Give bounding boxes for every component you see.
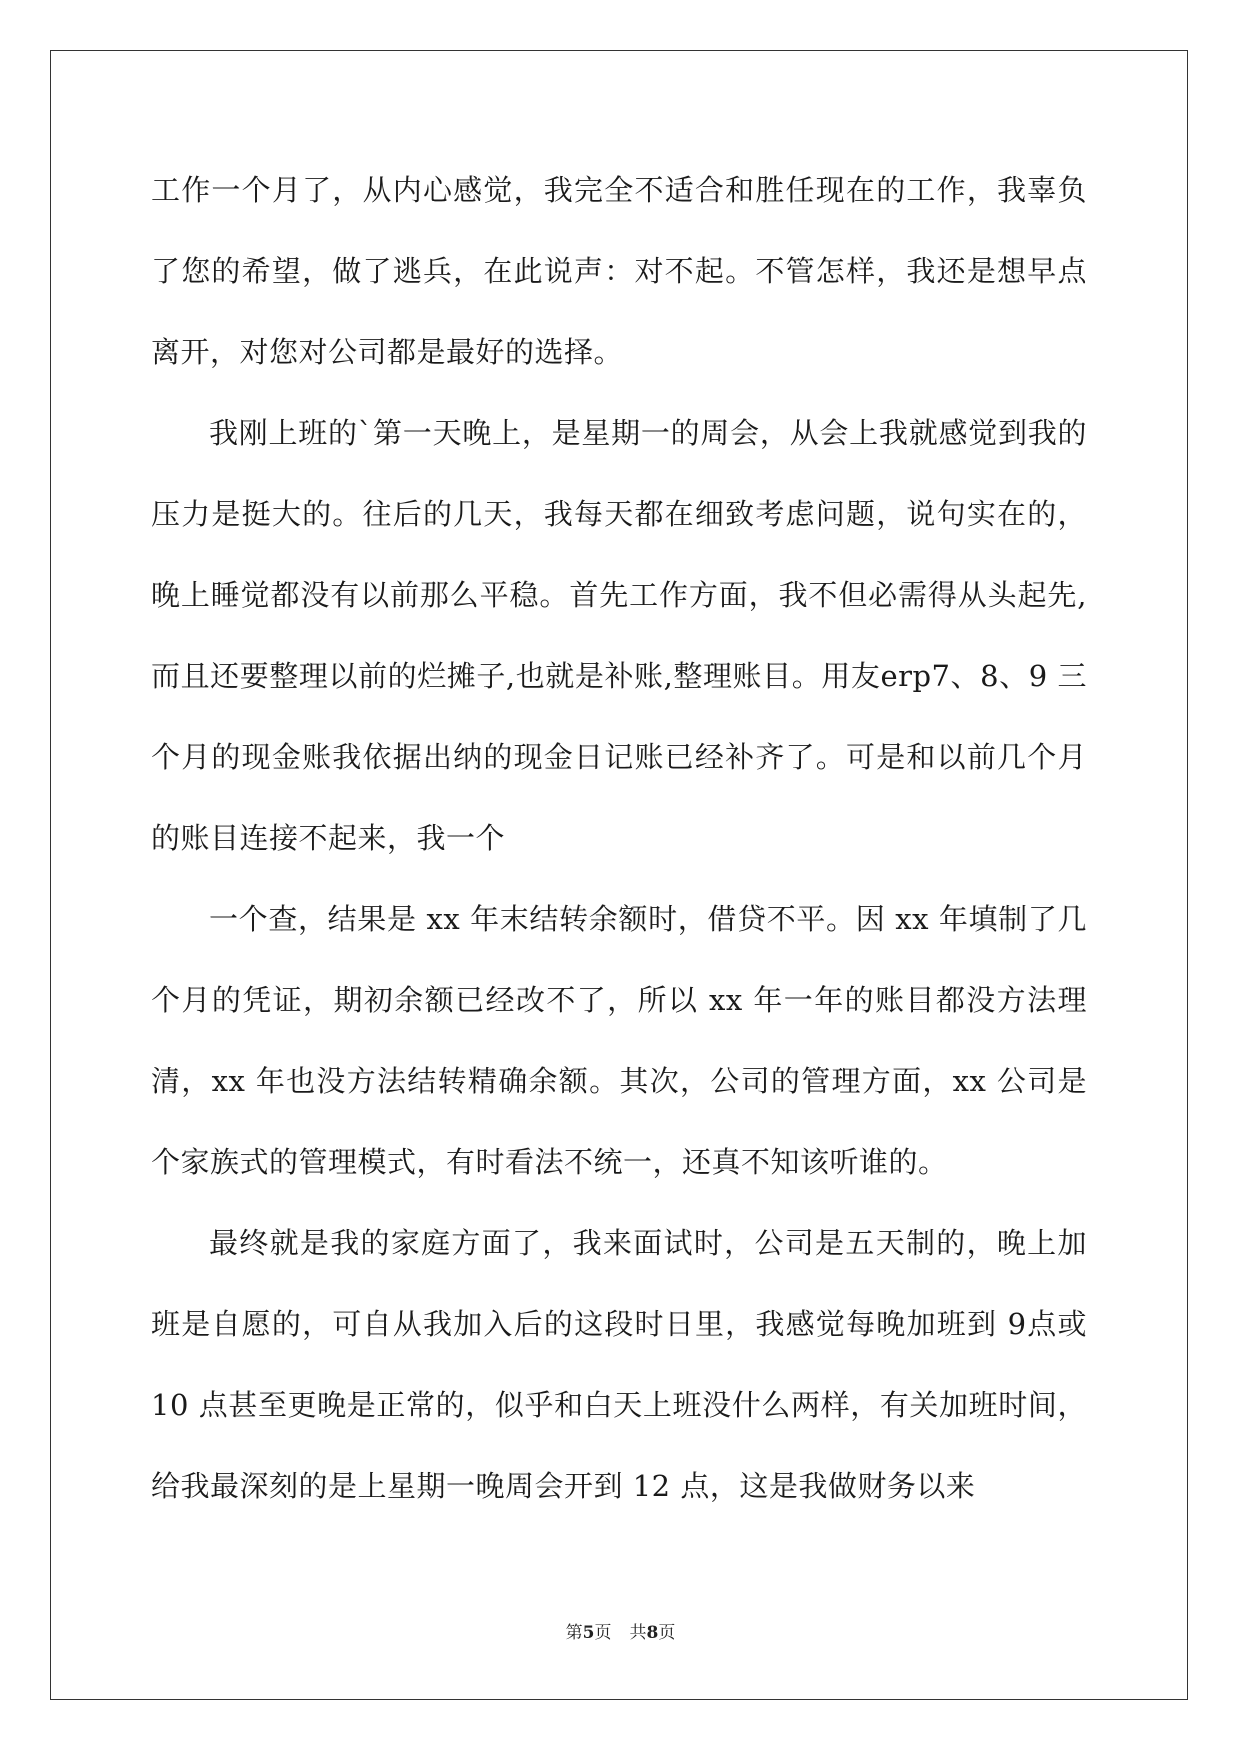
page-footer [0, 1622, 1241, 1644]
page-suffix: 页 [594, 1623, 612, 1643]
current-page-number: 5 [582, 1623, 595, 1643]
paragraph-3: 一个查，结果是 xx 年末结转余额时，借贷不平。因 xx 年填制了几个月的凭证，期初余额已经改不了，所以 xx 年一年的账目都没方法理清，xx 年也没方法结转精确余额。其次，公司的管理方面，xx 公司是个家族式的管理模式，有时看法不统一，还真不知该听谁的。 [151, 902, 1087, 1179]
document-body [151, 150, 1087, 1527]
total-prefix: 共 [629, 1623, 647, 1643]
paragraph-2: 我刚上班的`第一天晚上，是星期一的周会，从会上我就感觉到我的压力是挺大的。往后的几天，我每天都在细致考虑问题，说句实在的，晚上睡觉都没有以前那么平稳。首先工作方面，我不但必需得从头起先,而且还要整理以前的烂摊子,也就是补账,整理账目。用友erp7、8、9 三个月的现金账我依据出纳的现金日记账已经补齐了。可是和以前几个月的账目连接不起来，我一个 [151, 416, 1087, 855]
paragraph-1: 工作一个月了，从内心感觉，我完全不适合和胜任现在的工作，我辜负了您的希望，做了逃兵，在此说声：对不起。不管怎样，我还是想早点离开，对您对公司都是最好的选择。 [151, 173, 1087, 369]
page-prefix: 第 [565, 1623, 583, 1643]
paragraph-4: 最终就是我的家庭方面了，我来面试时，公司是五天制的，晚上加班是自愿的，可自从我加入后的这段时日里，我感觉每晚加班到 9点或 10 点甚至更晚是正常的，似乎和白天上班没什么两样，有关加班时间，给我最深刻的是上星期一晚周会开到 12 点，这是我做财务以来 [151, 1226, 1087, 1503]
total-page-number: 8 [646, 1623, 659, 1643]
total-suffix: 页 [658, 1623, 676, 1643]
